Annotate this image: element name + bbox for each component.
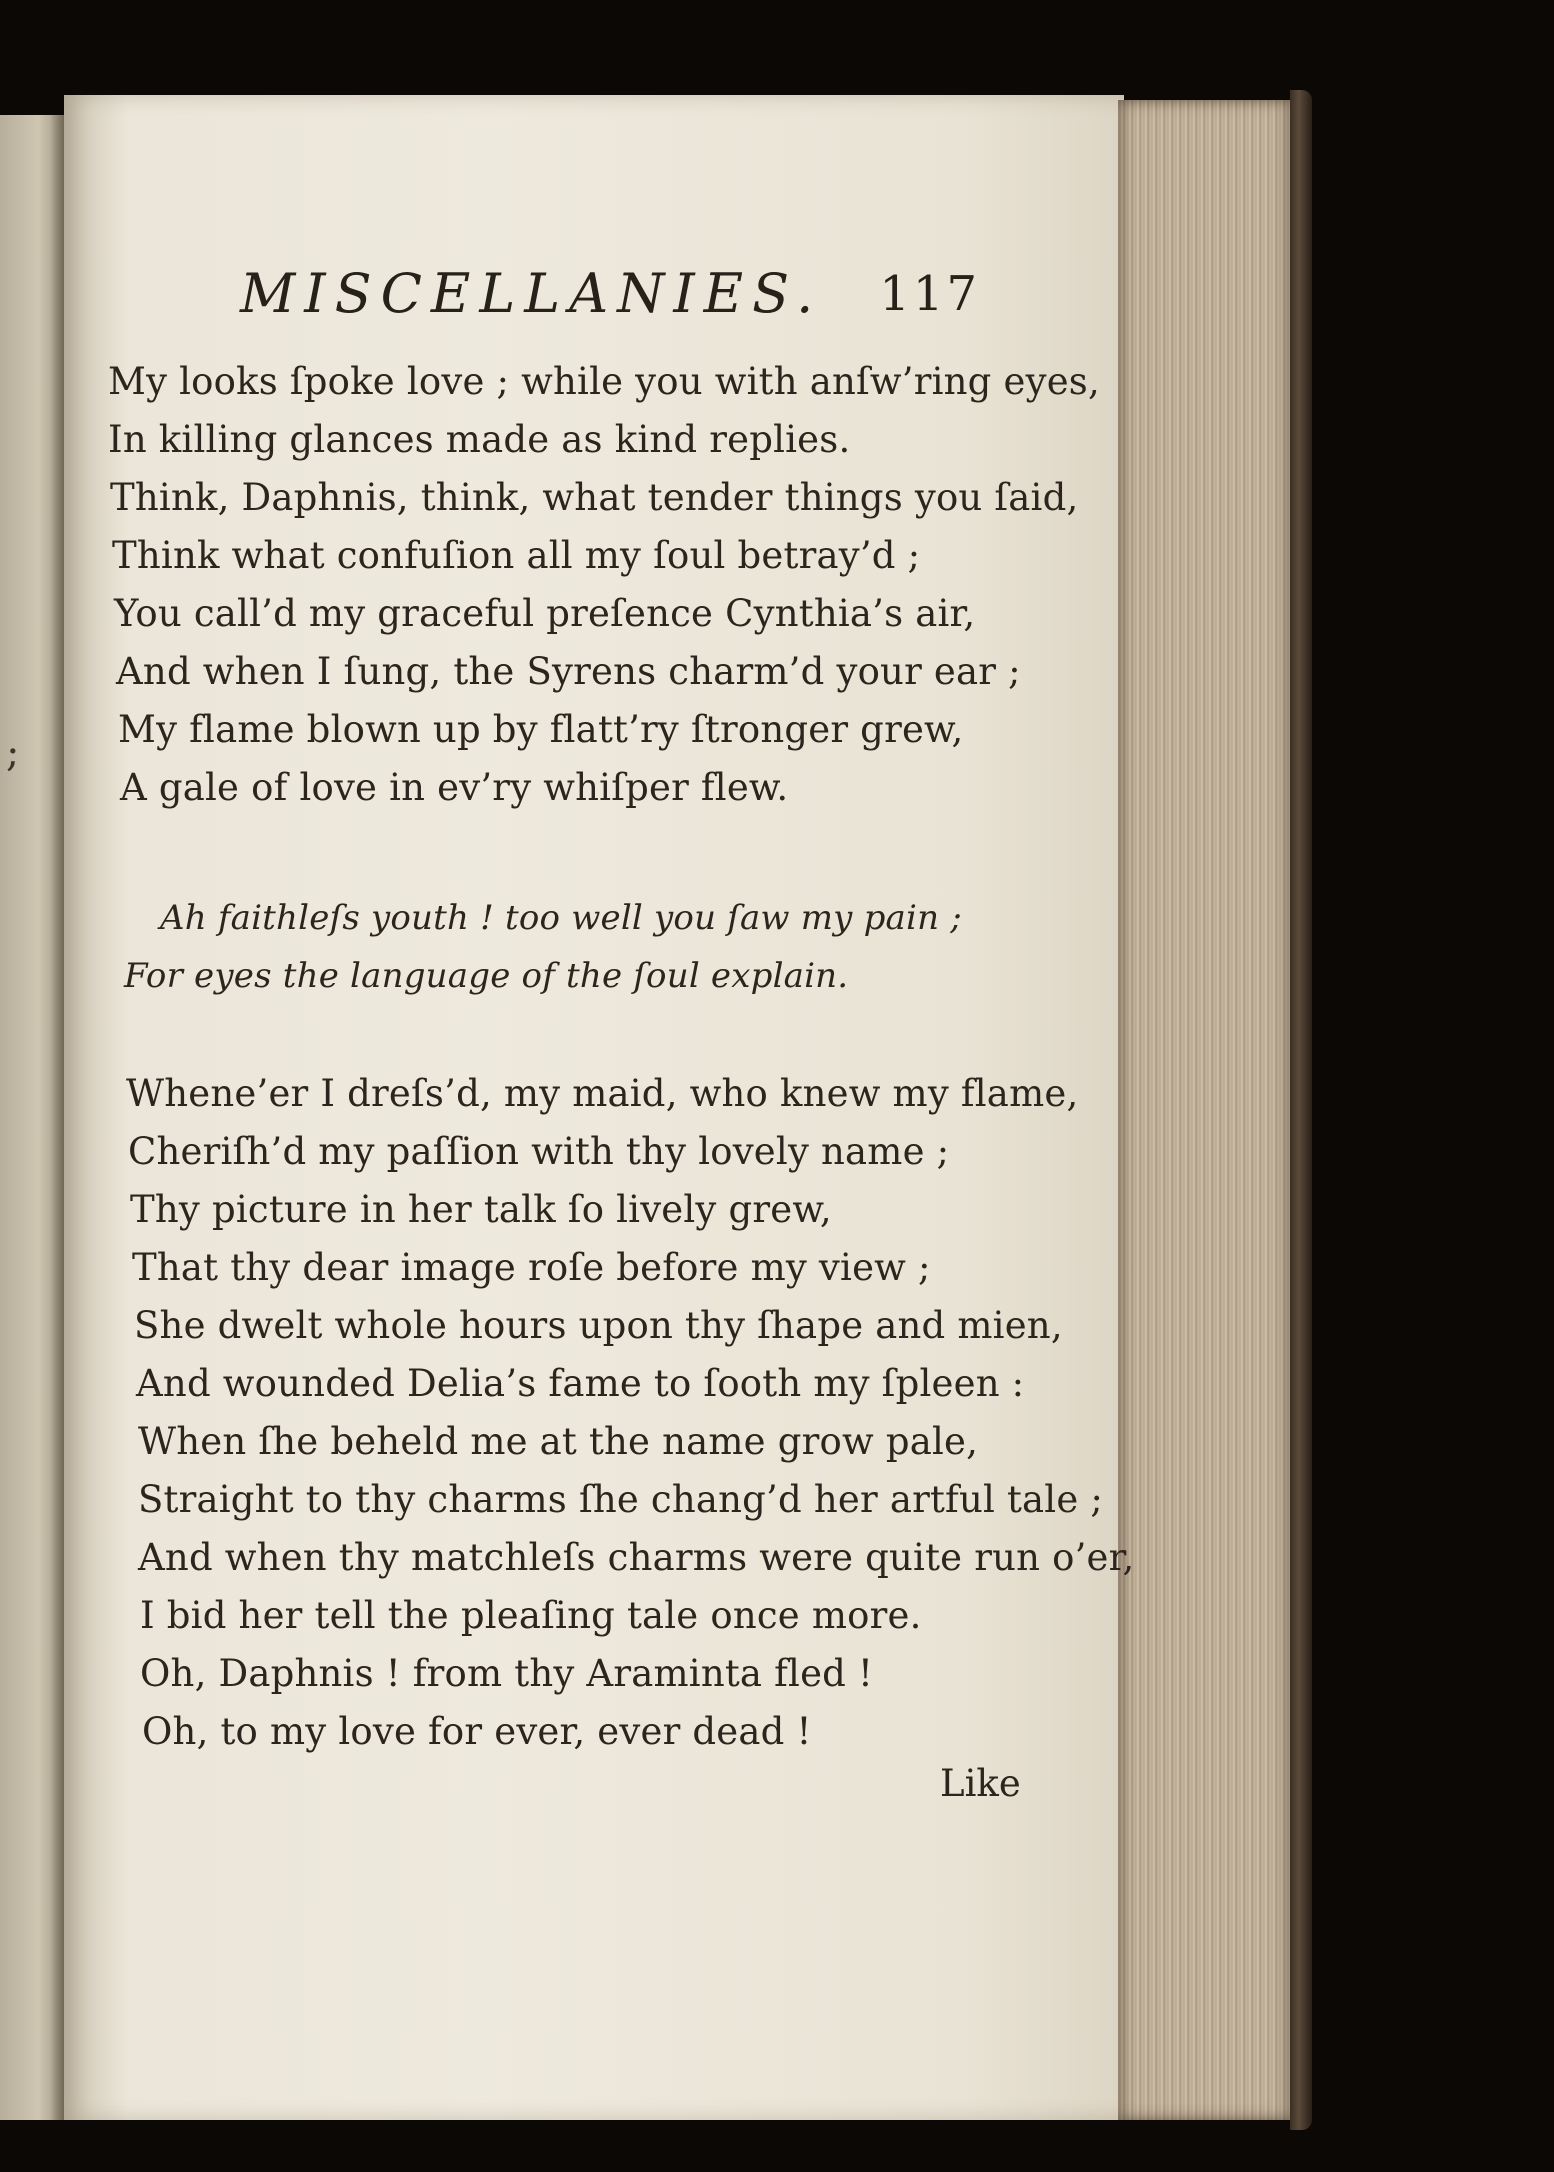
refrain-line: For eyes the language of the ſoul explain. <box>124 956 849 996</box>
poem-line: Think, Daphnis, think, what tender things you ſaid, <box>110 476 1079 519</box>
running-head: MISCELLANIES. <box>240 262 823 325</box>
page-edges <box>1118 100 1298 2120</box>
poem-line: Straight to thy charms ſhe chang’d her artful tale ; <box>138 1478 1104 1521</box>
poem-line: I bid her tell the pleaſing tale once more. <box>140 1594 922 1637</box>
poem-line: And wounded Delia’s fame to ſooth my ſpleen : <box>136 1362 1025 1405</box>
book-cover-edge <box>1290 90 1312 2130</box>
poem-line: Think what confuſion all my ſoul betray’d ; <box>112 534 921 577</box>
poem-line: And when thy matchleſs charms were quite run o’er, <box>138 1536 1135 1579</box>
poem-line: My flame blown up by flatt’ry ſtronger grew, <box>118 708 964 751</box>
poem-line: Oh, Daphnis ! from thy Araminta fled ! <box>140 1652 874 1695</box>
poem-line: In killing glances made as kind replies. <box>108 418 851 461</box>
poem-line: Oh, to my love for ever, ever dead ! <box>142 1710 812 1753</box>
poem-line: She dwelt whole hours upon thy ſhape and mien, <box>134 1304 1063 1347</box>
poem-line: And when I ſung, the Syrens charm’d your ear ; <box>116 650 1021 693</box>
poem-line: A gale of love in ev’ry whiſper flew. <box>120 766 789 809</box>
poem-line: Whene’er I dreſs’d, my maid, who knew my flame, <box>126 1072 1079 1115</box>
gutter-shadow <box>50 115 64 2120</box>
page-header <box>240 262 980 332</box>
poem-line: When ſhe beheld me at the name grow pale, <box>138 1420 979 1463</box>
poem-line: Cheriſh’d my paſſion with thy lovely name ; <box>128 1130 950 1173</box>
left-margin-mark: ; <box>6 730 20 776</box>
catchword: Like <box>940 1762 1021 1805</box>
page-number: 117 <box>879 266 980 322</box>
poem-line: That thy dear image roſe before my view ; <box>132 1246 931 1289</box>
poem-line: You call’d my graceful preſence Cynthia’s air, <box>114 592 976 635</box>
refrain-line: Ah faithleſs youth ! too well you ſaw my pain ; <box>160 898 962 938</box>
left-page-edge <box>0 115 64 2120</box>
poem-line: My looks ſpoke love ; while you with anſw’ring eyes, <box>108 360 1100 403</box>
poem-line: Thy picture in her talk ſo lively grew, <box>130 1188 832 1231</box>
